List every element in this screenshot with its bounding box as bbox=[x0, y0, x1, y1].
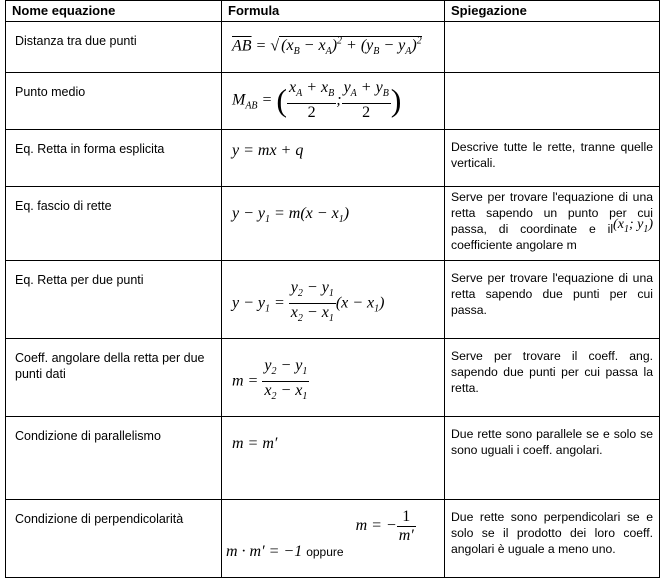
table-row bbox=[6, 22, 660, 73]
row-explanation: Serve per trovare il coeff. ang. sapendo due punti per cui passa la retta. bbox=[445, 339, 660, 417]
header-formula: Formula bbox=[222, 1, 445, 22]
equations-table bbox=[5, 0, 660, 578]
point-coordinates: ($x_1$; $y_1$) bbox=[613, 217, 653, 235]
table-row bbox=[6, 500, 660, 578]
formula-perpendicular: m · m′ = −1 oppure m = − $\frac{1}{m'}$ bbox=[222, 500, 445, 578]
header-name: Nome equazione bbox=[6, 1, 222, 22]
row-name: Eq. Retta per due punti bbox=[6, 261, 222, 339]
row-explanation: Due rette sono parallele se e solo se sono uguali i coeff. angolari. bbox=[445, 417, 660, 500]
table-row bbox=[6, 261, 660, 339]
formula-parallel: m = m′ bbox=[222, 417, 445, 500]
formula-distance: $\overline{AB}$ = √ $(x_B - x_A)^2 + (y_B - y_A)^2$ bbox=[222, 22, 445, 73]
formula-midpoint: $M_{AB}$ = ( $\frac{x_A + x_B}{2}$ ; $\frac{y_A + y_B}{2}$ ) bbox=[222, 73, 445, 130]
row-explanation bbox=[445, 22, 660, 73]
formula-explicit-line: y = mx + q bbox=[222, 130, 445, 187]
row-name: Punto medio bbox=[6, 73, 222, 130]
table-row bbox=[6, 73, 660, 130]
header-explanation: Spiegazione bbox=[445, 1, 660, 22]
table-row bbox=[6, 130, 660, 187]
table-row bbox=[6, 339, 660, 417]
row-name: Condizione di parallelismo bbox=[6, 417, 222, 500]
table-row bbox=[6, 417, 660, 500]
header-row bbox=[6, 1, 660, 22]
row-name: Condizione di perpendicolarità bbox=[6, 500, 222, 578]
formula-slope: m = $\frac{y_2 - y_1}{x_2 - x_1}$ bbox=[222, 339, 445, 417]
row-explanation: Serve per trovare l'equazione di una retta sapendo due punti per cui passa. bbox=[445, 261, 660, 339]
row-explanation: Serve per trovare l'equazione di una retta sapendo un punto per cui passa, di coordinate ($x_1$; $y_1$) e il coefficiente angolare m bbox=[445, 187, 660, 261]
formula-two-points: $y - y_1$ = $\frac{y_2 - y_1}{x_2 - x_1}$ $(x - x_1)$ bbox=[222, 261, 445, 339]
row-explanation bbox=[445, 73, 660, 130]
formula-line-bundle: $y - y_1 = m(x - x_1)$ bbox=[222, 187, 445, 261]
row-name: Distanza tra due punti bbox=[6, 22, 222, 73]
row-name: Eq. Retta in forma esplicita bbox=[6, 130, 222, 187]
row-name: Eq. fascio di rette bbox=[6, 187, 222, 261]
table-row bbox=[6, 187, 660, 261]
row-name: Coeff. angolare della retta per due punti dati bbox=[6, 339, 222, 417]
row-explanation: Due rette sono perpendicolari se e solo se il prodotto dei loro coeff. angolari è uguale a meno uno. bbox=[445, 500, 660, 578]
row-explanation: Descrive tutte le rette, tranne quelle verticali. bbox=[445, 130, 660, 187]
